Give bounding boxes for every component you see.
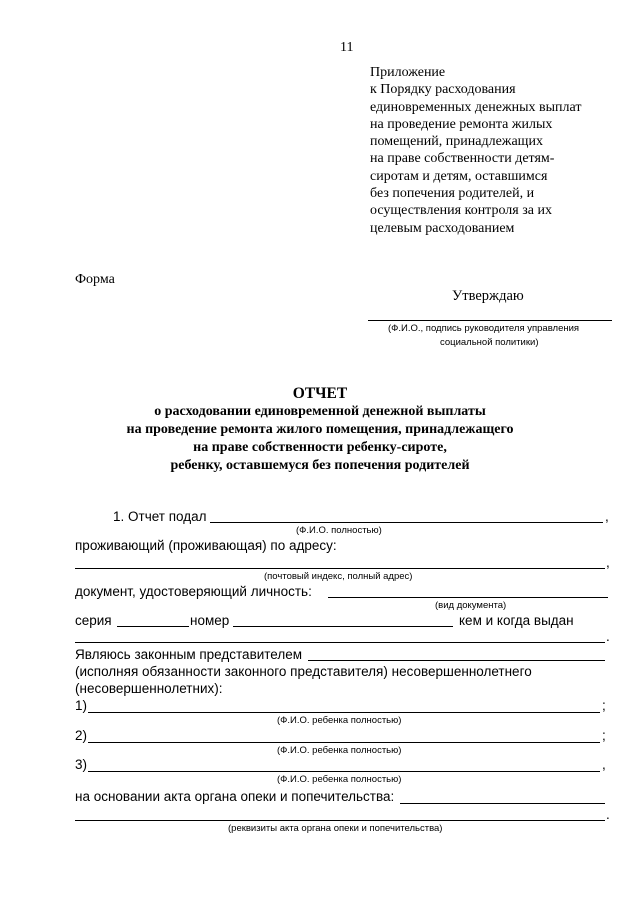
child-3-field[interactable]: [88, 771, 600, 772]
acting-as-text: (исполняя обязанности законного представителя) несовершеннолетнего: [75, 664, 532, 679]
child-2-label: 2): [75, 728, 88, 743]
number-label: номер: [190, 613, 230, 628]
approver-signature-line: [368, 320, 612, 321]
report-by-caption: (Ф.И.О. полностью): [296, 525, 382, 536]
legal-rep-field[interactable]: [308, 660, 605, 661]
title-line: на праве собственности ребенку-сироте,: [193, 440, 447, 455]
punct-comma: ,: [605, 509, 609, 524]
title-main: ОТЧЕТ: [292, 385, 348, 402]
child-caption: (Ф.И.О. ребенка полностью): [277, 745, 402, 756]
series-field[interactable]: [117, 626, 189, 627]
basis-caption: (реквизиты акта органа опеки и попечительства): [228, 823, 443, 834]
document-title: [0, 385, 640, 475]
doc-type-caption: (вид документа): [435, 600, 507, 611]
number-field[interactable]: [233, 626, 453, 627]
child-caption: (Ф.И.О. ребенка полностью): [277, 774, 402, 785]
address-field[interactable]: [75, 568, 605, 569]
address-caption: (почтовый индекс, полный адрес): [264, 571, 413, 582]
report-by-field[interactable]: [210, 522, 603, 523]
basis-label: на основании акта органа опеки и попечительства:: [75, 789, 395, 804]
appendix-line: сиротам и детям, оставшимся: [370, 168, 548, 184]
residing-label: проживающий (проживающая) по адресу:: [75, 538, 337, 553]
form-label: Форма: [75, 272, 115, 287]
appendix-line: на праве собственности детям-: [370, 151, 555, 167]
appendix-line: помещений, принадлежащих: [370, 134, 543, 150]
punct-period: .: [606, 629, 610, 644]
series-label: серия: [75, 613, 112, 628]
basis-details-field[interactable]: [75, 820, 605, 821]
page-number: 11: [340, 40, 354, 55]
appendix-line: единовременных денежных выплат: [370, 99, 582, 115]
approve-label: Утверждаю: [452, 288, 524, 304]
legal-rep-label: Являюсь законным представителем: [75, 647, 303, 662]
appendix-line: без попечения родителей, и: [370, 186, 535, 202]
basis-field[interactable]: [400, 803, 605, 804]
punct-comma: ,: [606, 555, 610, 570]
title-line: ребенку, оставшемуся без попечения родителей: [170, 458, 470, 473]
child-2-field[interactable]: [88, 742, 600, 743]
punct-comma: ,: [602, 757, 606, 772]
appendix-line: к Порядку расходования: [370, 82, 516, 98]
id-document-label: документ, удостоверяющий личность:: [75, 584, 312, 599]
punct-semicolon: ;: [602, 728, 606, 743]
appendix-line: целевым расходованием: [370, 220, 515, 236]
doc-type-field[interactable]: [328, 597, 608, 598]
punct-period: .: [606, 807, 610, 822]
issued-label: кем и когда выдан: [459, 613, 574, 628]
approver-caption: социальной политики): [440, 337, 539, 348]
child-1-field[interactable]: [88, 712, 600, 713]
child-caption: (Ф.И.О. ребенка полностью): [277, 715, 402, 726]
appendix-line: осуществления контроля за их: [370, 203, 552, 219]
appendix-note: [370, 64, 620, 237]
title-line: о расходовании единовременной денежной выплаты: [154, 404, 486, 419]
appendix-line: Приложение: [370, 65, 446, 80]
appendix-line: на проведение ремонта жилых: [370, 116, 553, 132]
punct-semicolon: ;: [602, 698, 606, 713]
title-line: на проведение ремонта жилого помещения, принадлежащего: [126, 422, 514, 437]
report-by-label: 1. Отчет подал: [113, 509, 207, 524]
minors-text: (несовершеннолетних):: [75, 681, 223, 696]
issued-field[interactable]: [75, 642, 605, 643]
child-1-label: 1): [75, 698, 88, 713]
approver-caption: (Ф.И.О., подпись руководителя управления: [388, 323, 580, 334]
child-3-label: 3): [75, 757, 88, 772]
